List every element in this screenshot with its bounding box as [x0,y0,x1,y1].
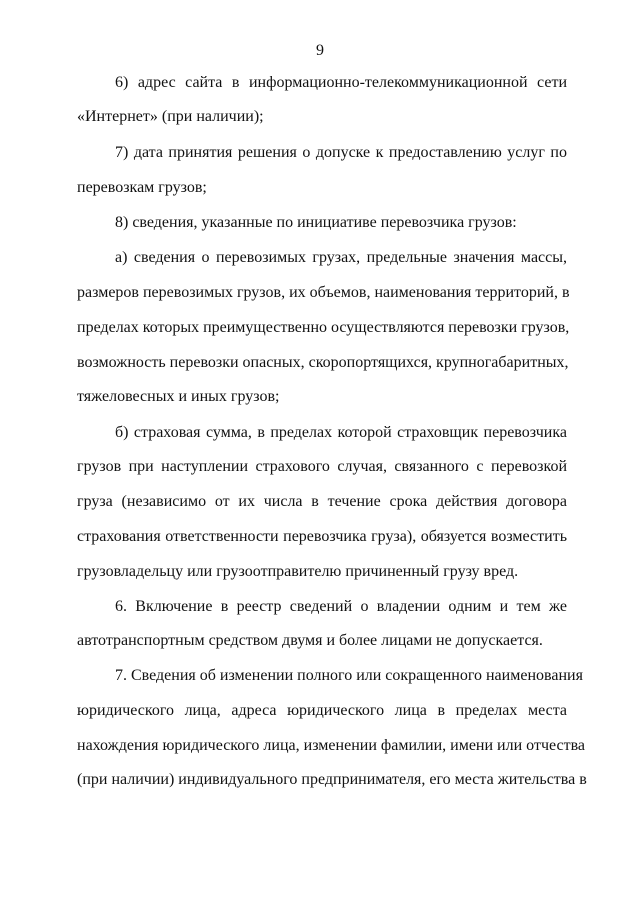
text-line: нахождения юридического лица, изменении фамилии, имени или отчества [77,737,586,754]
text-line: «Интернет» (при наличии); [77,108,264,125]
text-line: автотранспортным средством двумя и более лицами не допускается. [77,632,543,649]
text-line: груза (независимо от их числа в течение срока действия договора [77,493,567,510]
text-line: перевозкам грузов; [77,179,207,196]
text-line: размеров перевозимых грузов, их объемов, наименования территорий, в [77,284,570,301]
text-line: 6. Включение в реестр сведений о владении одним и тем же [115,598,567,615]
text-line: 6) адрес сайта в информационно-телекоммуникационной сети [115,74,567,91]
text-line: 8) сведения, указанные по инициативе перевозчика грузов: [115,214,517,231]
text-line: тяжеловесных и иных грузов; [77,388,280,405]
text-line: (при наличии) индивидуального предпринимателя, его места жительства в [77,771,587,788]
text-line: а) сведения о перевозимых грузах, предельные значения массы, [115,249,567,266]
text-line: пределах которых преимущественно осуществляются перевозки грузов, [77,319,570,336]
text-line: грузов при наступлении страхового случая, связанного с перевозкой [77,458,567,475]
page-number: 9 [316,42,324,59]
text-line: 7. Сведения об изменении полного или сокращенного наименования [115,667,583,684]
text-line: 7) дата принятия решения о допуске к предоставлению услуг по [115,144,567,161]
text-line: юридического лица, адреса юридического лица в пределах места [77,702,567,719]
text-line: страхования ответственности перевозчика груза), обязуется возместить [77,528,567,545]
text-line: б) страховая сумма, в пределах которой страховщик перевозчика [115,424,567,441]
text-line: грузовладельцу или грузоотправителю причиненный грузу вред. [77,563,519,580]
text-line: возможность перевозки опасных, скоропортящихся, крупногабаритных, [77,354,569,371]
